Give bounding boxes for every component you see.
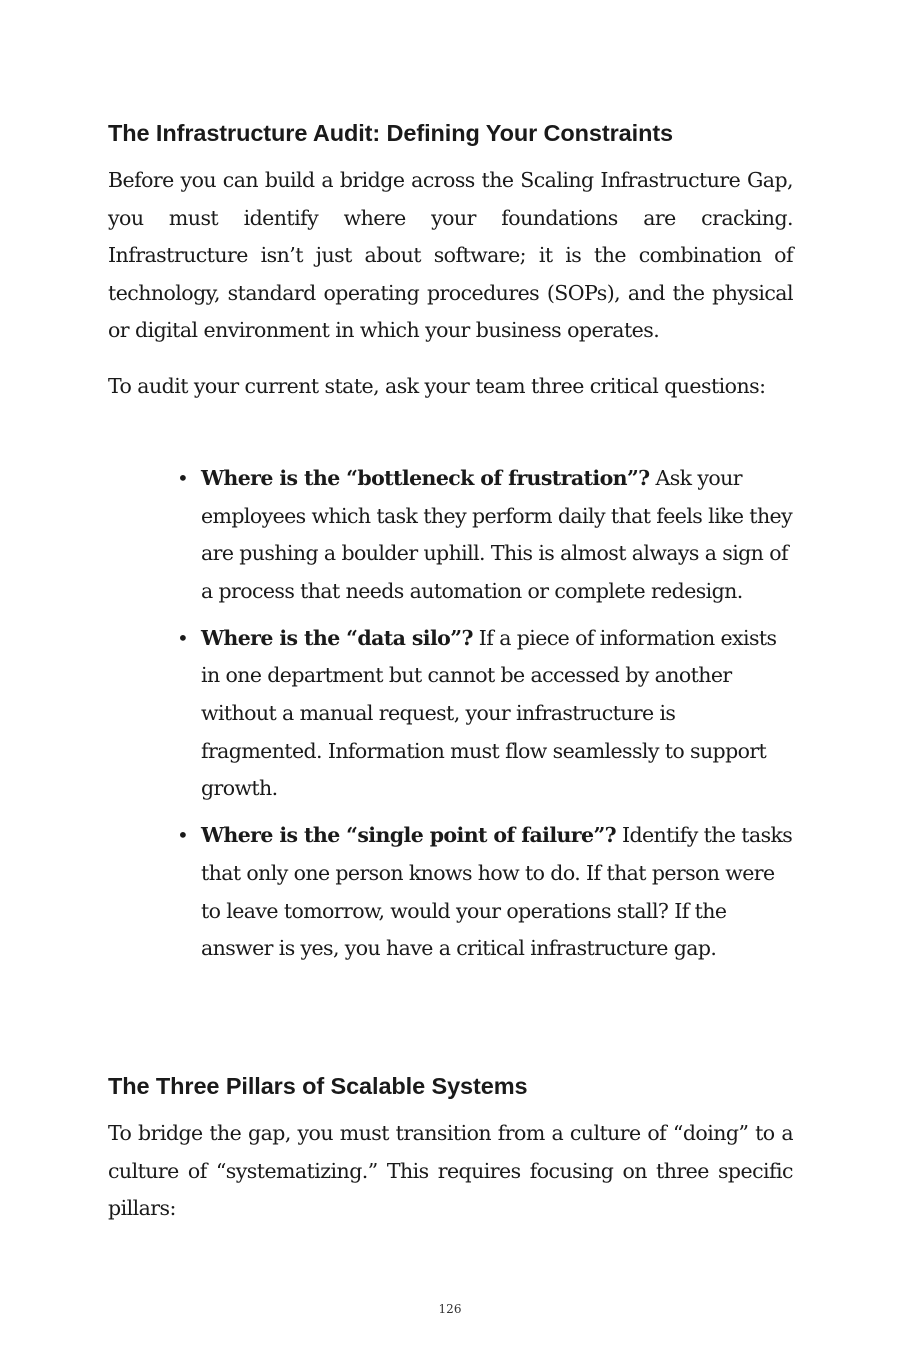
bullet-icon: • (177, 625, 189, 650)
bullet-text: If a piece of information exists in one department but cannot be accessed by another without a manual request, your infrastructure is fragmented. Information must flow seamlessly to support growth. (201, 625, 777, 801)
page-number: 126 (438, 1302, 462, 1316)
bullet-lead: Where is the “data silo”? (201, 625, 473, 650)
list-item (177, 620, 793, 808)
bullet-icon: • (177, 823, 189, 848)
section-heading-infrastructure-audit: The Infrastructure Audit: Defining Your Constraints (108, 120, 674, 146)
paragraph-audit-questions: To audit your current state, ask your team three critical questions: (108, 374, 766, 398)
bullet-lead: Where is the “bottleneck of frustration”? (201, 466, 650, 490)
bullet-text: Ask your employees which task they perform daily that feels like they are pushing a boulder uphill. This is almost always a sign of a process that needs automation or complete redesign. (201, 466, 793, 603)
paragraph-pillars-intro: To bridge the gap, you must transition from a culture of “doing” to a culture of “systematizing.” This requires focusing on three specific pillars: (108, 1121, 793, 1220)
section-heading-three-pillars: The Three Pillars of Scalable Systems (108, 1073, 528, 1099)
bullet-icon: • (177, 466, 189, 490)
list-item (177, 460, 793, 610)
list-item (177, 817, 793, 967)
paragraph-intro: Before you can build a bridge across the Scaling Infrastructure Gap, you must identify where your foundations are cracking. Infrastructure isn’t just about software; it is the combination of technology, standard operating procedures (SOPs), and the physical or digital environment in which your business operates. (108, 168, 793, 342)
bullet-text: Identify the tasks that only one person knows how to do. If that person were to leave tomorrow, would your operations stall? If the answer is yes, you have a critical infrastructure gap. (201, 823, 793, 961)
bullet-lead: Where is the “single point of failure”? (201, 823, 617, 848)
audit-questions-list (177, 460, 793, 977)
